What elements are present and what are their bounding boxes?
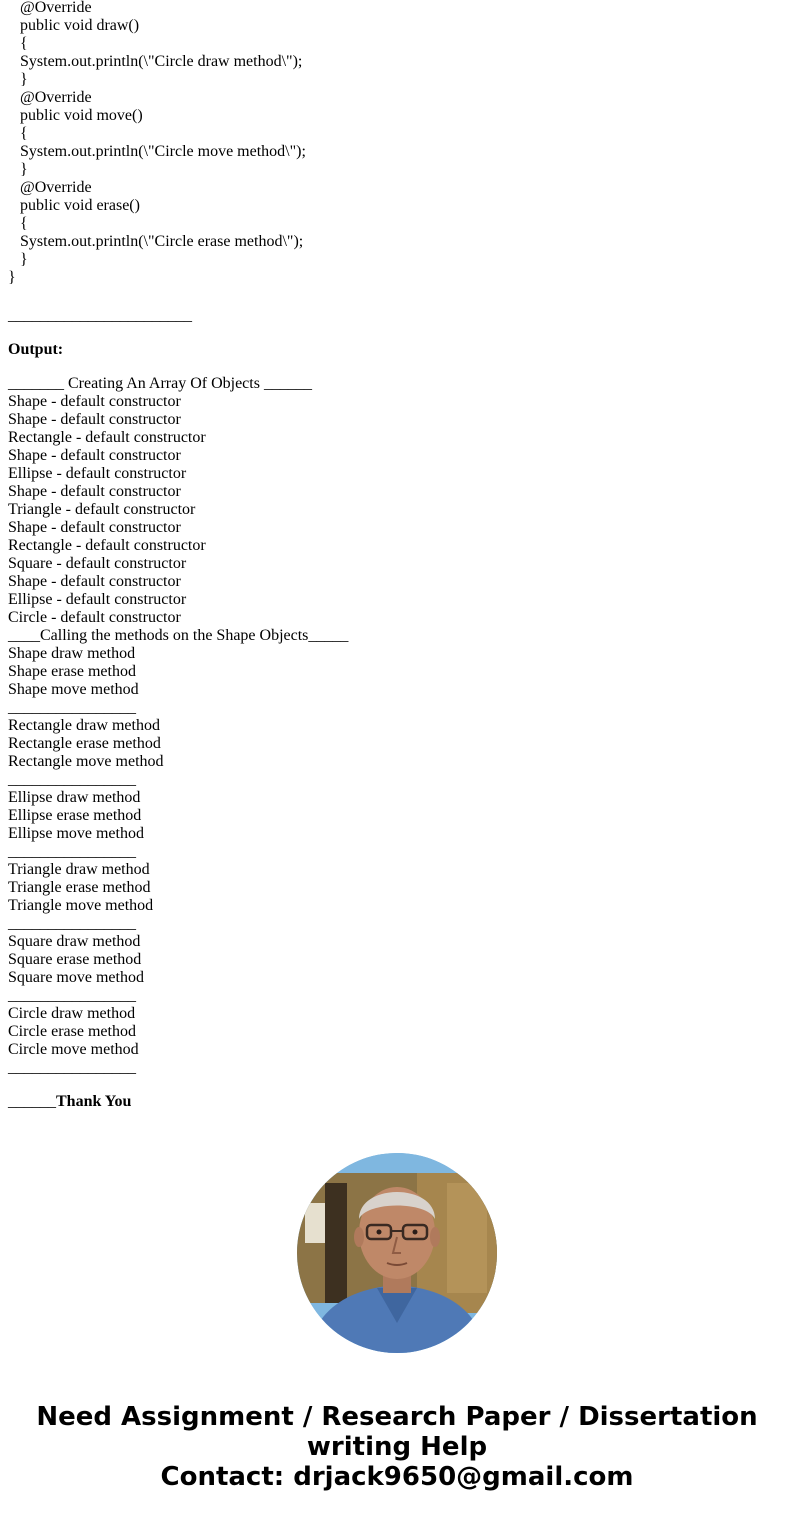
code-block — [8, 0, 788, 287]
method-line: Square erase method — [8, 951, 142, 968]
constructor-line: Square - default constructor — [8, 555, 187, 572]
code-line: { — [20, 35, 28, 52]
code-line: @Override — [20, 0, 92, 16]
code-line: @Override — [20, 89, 92, 106]
method-line: Shape draw method — [8, 645, 136, 662]
method-line: Rectangle draw method — [8, 717, 160, 734]
code-line: } — [20, 251, 28, 268]
method-line: Shape move method — [8, 681, 139, 698]
method-group — [8, 1005, 788, 1077]
method-group — [8, 717, 788, 789]
code-line: { — [20, 215, 28, 232]
code-line: @Override — [20, 179, 92, 196]
method-group — [8, 789, 788, 861]
constructor-line: Triangle - default constructor — [8, 501, 196, 518]
code-closing-brace: } — [8, 269, 16, 286]
separator-line: _______________________ — [8, 307, 192, 324]
method-line: Circle move method — [8, 1041, 139, 1058]
method-line: Square draw method — [8, 933, 141, 950]
group-divider: ________________ — [8, 771, 136, 788]
method-line: Ellipse move method — [8, 825, 144, 842]
method-line: Triangle move method — [8, 897, 154, 914]
banner-contact: Contact: drjack9650@gmail.com — [160, 1462, 634, 1492]
method-line: Triangle draw method — [8, 861, 150, 878]
constructor-line: Ellipse - default constructor — [8, 465, 187, 482]
method-line: Triangle erase method — [8, 879, 151, 896]
group-divider: ________________ — [8, 1059, 136, 1076]
code-line: public void draw() — [20, 17, 140, 34]
method-line: Circle draw method — [8, 1005, 136, 1022]
code-line: { — [20, 125, 28, 142]
output-block — [8, 375, 788, 1077]
code-line: } — [20, 161, 28, 178]
code-line: System.out.println(\"Circle draw method\"); — [20, 53, 303, 70]
code-line: System.out.println(\"Circle move method\"); — [20, 143, 306, 160]
thank-you-prefix: ______ — [8, 1093, 56, 1110]
constructor-line: Shape - default constructor — [8, 393, 181, 410]
portrait-image — [297, 1153, 497, 1353]
method-line: Ellipse draw method — [8, 789, 141, 806]
code-line: public void move() — [20, 107, 143, 124]
group-divider: ________________ — [8, 699, 136, 716]
method-line: Circle erase method — [8, 1023, 136, 1040]
constructor-line: Shape - default constructor — [8, 447, 181, 464]
banner-line-2: writing Help — [306, 1432, 488, 1462]
method-group — [8, 645, 788, 717]
method-line: Shape erase method — [8, 663, 136, 680]
constructor-line: Shape - default constructor — [8, 411, 181, 428]
document-body — [8, 0, 788, 1111]
banner-line-1: Need Assignment / Research Paper / Dissertation — [36, 1402, 758, 1432]
constructor-line: Shape - default constructor — [8, 519, 181, 536]
method-line: Ellipse erase method — [8, 807, 142, 824]
constructor-line: Circle - default constructor — [8, 609, 181, 626]
help-banner — [0, 1402, 794, 1492]
calling-header: ____Calling the methods on the Shape Objects_____ — [8, 627, 349, 644]
group-divider: ________________ — [8, 843, 136, 860]
code-line: public void erase() — [20, 197, 140, 214]
method-group — [8, 861, 788, 933]
code-line: } — [20, 71, 28, 88]
method-line: Rectangle move method — [8, 753, 164, 770]
array-header: _______ Creating An Array Of Objects ______ — [8, 375, 312, 392]
group-divider: ________________ — [8, 915, 136, 932]
method-line: Rectangle erase method — [8, 735, 161, 752]
method-line: Square move method — [8, 969, 144, 986]
constructor-line: Shape - default constructor — [8, 573, 181, 590]
constructor-line: Ellipse - default constructor — [8, 591, 187, 608]
group-divider: ________________ — [8, 987, 136, 1004]
thank-you-text: Thank You — [56, 1093, 132, 1110]
code-line: System.out.println(\"Circle erase method\"); — [20, 233, 304, 250]
constructor-line: Shape - default constructor — [8, 483, 181, 500]
constructor-line: Rectangle - default constructor — [8, 429, 206, 446]
method-group — [8, 933, 788, 1005]
author-photo — [297, 1153, 497, 1353]
output-heading: Output: — [8, 341, 64, 358]
constructor-line: Rectangle - default constructor — [8, 537, 206, 554]
thank-you-line — [8, 1093, 788, 1111]
